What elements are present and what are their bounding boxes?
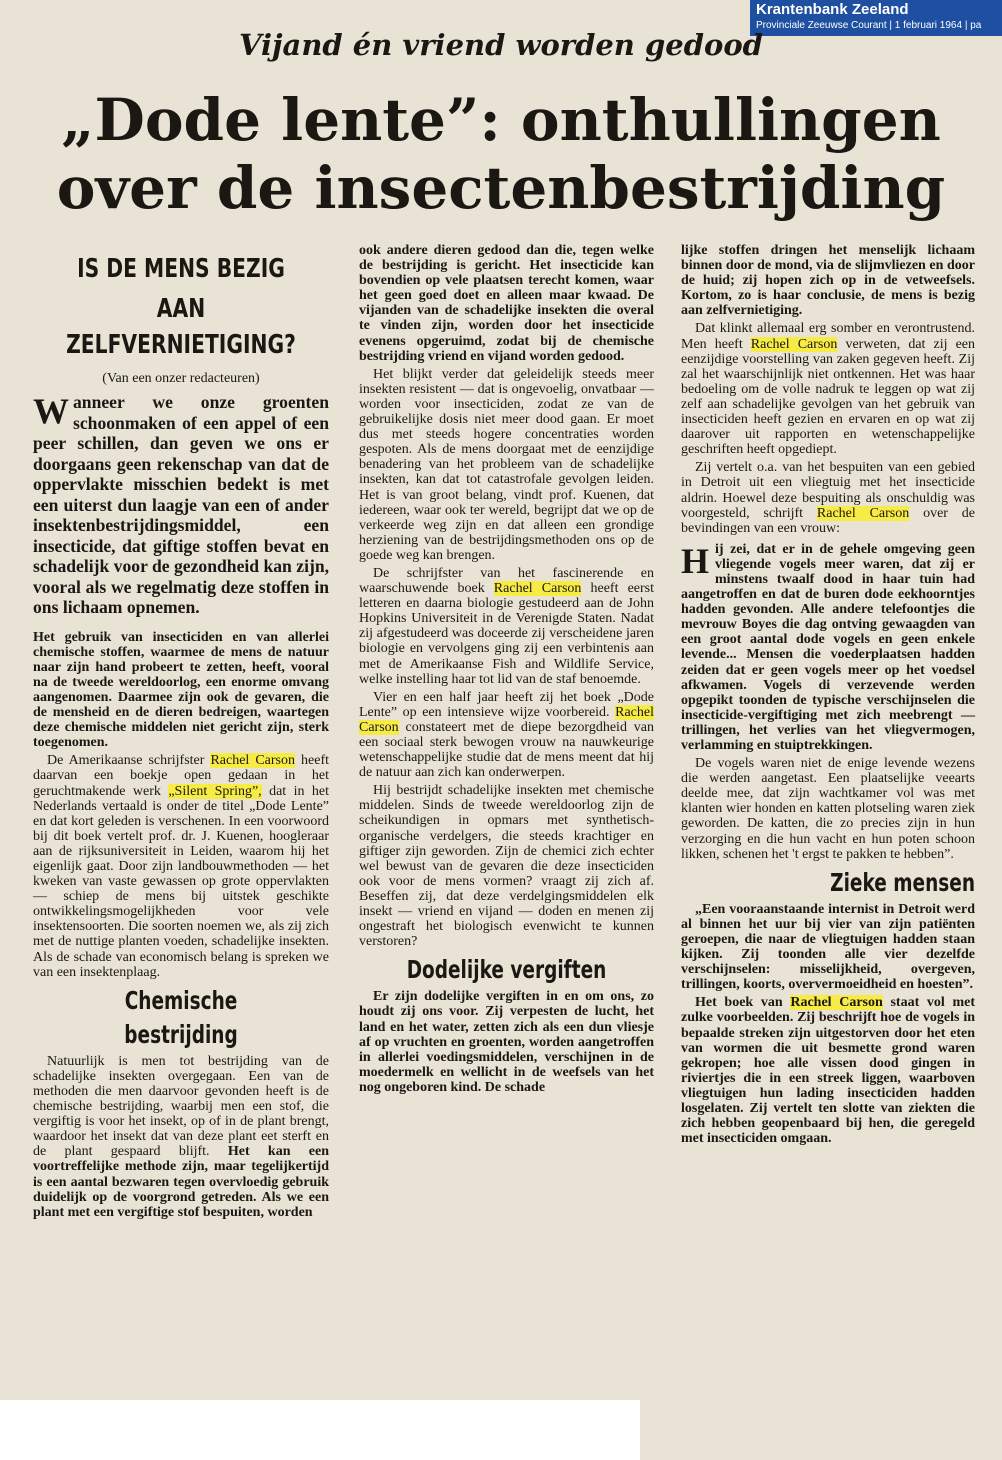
drop-cap: W <box>33 391 69 432</box>
text-run: constateert met de diepe bezorgdheid van een sociaal sterk bewogen vrouw na nauwkeurige wetenschappelijke studie dat de mens meent dat hij de natuur aan zich kan onderwerpen. <box>359 719 654 781</box>
text-run: Het boek van <box>695 995 791 1011</box>
highlighted-title: „Silent Spring”, <box>168 783 262 799</box>
deck-line-1: IS DE MENS BEZIG <box>77 254 285 284</box>
clipping-tail <box>640 1400 1002 1460</box>
chemists-paragraph: Hij bestrijdt schadelijke insekten met chemische middelen. Sinds de tweede wereldoorlog zijn de scheikundigen in opmars met synthetisch-organische verdelgers, die steeds krachtiger en giftiger zijn geworden. Zijn de chemici zich echter wel bewust van de gevaren die deze insecticiden ook voor de mens vormen? vraagt zij zich af. Beseffen zij, dat deze verdelgingsmiddelen elk insekt — vriend en vijand — doden en menen zij ongestraft het biologisch evenwicht te kunnen verstoren? <box>359 783 654 950</box>
text-run: Vier en een half jaar heeft zij het boek „Dode Lente” op een intensieve wijze voorbereid. <box>359 689 654 720</box>
poisons-paragraph: Er zijn dodelijke vergiften in en om ons, zo houdt zij ons voor. Zij verpesten de lucht, het land en het water, zetten zich als een dun vliesje af op vruchten en groenten, worden aangetroffen in allerlei voedingsmiddelen, verschijnen in de moedermelk en wellicht in de weefsels van het nog ongeboren kind. De schade <box>359 989 654 1095</box>
text-run: Zij vertelt o.a. van het bespuiten van een gebied in Detroit uit een vliegtuig met het insecticide aldrin. Hoewel deze bespuiting als onschuldig was voorgesteld, schrijft <box>681 460 975 521</box>
deck-line-2: AAN ZELFVERNIETIGING? <box>66 294 296 360</box>
article-kicker: Vijand én vriend worden gedood <box>239 28 763 62</box>
text-run: heeft eerst letteren en daarna biologie gestudeerd aan de John Hopkins Universiteit in de Verenigde Staten. Nadat zij afgestudeerd was doceerde zij verscheidene jaren biologie en vervolgens ging zij een verbintenis aan met de Amerikaanse Fish and Wildlife Service, welke instelling haar tot lid van de staf benoemde. <box>359 581 654 687</box>
author-paragraph <box>33 753 329 979</box>
text-run: De schrijfster van het fascinerende en waarschuwende boek <box>359 565 654 597</box>
highlighted-name: Rachel Carson <box>493 581 582 597</box>
chemical-paragraph <box>33 1054 329 1220</box>
intro-paragraph: Het gebruik van insecticiden en van allerlei chemische stoffen, waarmee de mens de natuur naar zijn hand probeert te zetten, heeft, vooral na de tweede wereldoorlog, een enorme omvang aangenomen. Daarmee zijn ook de gevaren, die de mensheid en de dieren bedreigen, waartegen deze chemische middelen niet gericht zijn, sterk toegenomen. <box>33 629 329 751</box>
biography-paragraph <box>359 566 654 687</box>
text-run: De Amerikaanse schrijfster <box>47 753 211 769</box>
column-1 <box>33 243 329 1223</box>
highlighted-name: Rachel Carson <box>210 753 296 769</box>
highlighted-name: Rachel Carson <box>750 336 838 352</box>
text-run: over de bevindingen van een vrouw: <box>681 505 975 536</box>
banner-source: Provinciale Zeeuwse Courant | 1 februari 1964 | pa <box>756 20 982 31</box>
quote-paragraph <box>681 542 975 753</box>
headline-line-2: over de insectenbestrijding <box>56 154 946 222</box>
text-run: heeft daarvan een boekje open gedaan in het geruchtmakende werk <box>33 753 330 799</box>
continuation-paragraph: lijke stoffen dringen het menselijk lichaam binnen door de mond, via de slijmvliezen en door de huid; zij hopen zich op in de vetweefsels. Kortom, zo is haar conclusie, de mens is bezig aan zelfvernietiging. <box>681 243 975 319</box>
column-2 <box>359 243 654 1098</box>
text-run: dat in het Nederlands vertaald is onder de titel „Dode Lente” en dat kort geleden is verschenen. In een voorwoord bij dit boek vertelt prof. dr. J. Kuenen, hoogleraar aan de rijksuniversiteit in Leiden, waarom hij het eigenlijk gaat. Door zijn landbouwmethoden — het kweken van vaste gewassen op grote oppervlakten — schiep de mens bij uitstek geschikte ontwikkelingsmogelijkheden voor vele insektensoorten. Die soorten noemen we, als zij zich met de nuttige planten voeden, schadelijke insekten. Als de schade van economisch belang is spreken we van een insektenplaag. <box>33 783 329 980</box>
banner-title: Krantenbank Zeeland <box>756 1 909 18</box>
text-run: Natuurlijk is men tot bestrijding van de schadelijke insekten overgegaan. Een van de methoden die men daarvoor gevonden heeft is de chemische bestrijding, waarbij men een stof, die vergiftig is voor het insekt, op of in de plant brengt, waardoor het insekt dat van deze plant eet sterft en de plant gespaard blijft. <box>33 1053 329 1160</box>
highlighted-name: Rachel Carson <box>790 995 883 1011</box>
lead-text: anneer we onze groenten schoonmaken of een appel of een peer schillen, dan geven we ons er doorgaans geen rekenschap van dat de oppervlakte misschien bedekt is met een uiterst dun laagje van een of ander insektenbestrijdingsmiddel, een insecticide, dat giftige stoffen bevat en schadelijk voor de gezondheid kan zijn, vooral als we regelmatig deze stoffen in ons lichaam opnemen. <box>33 392 329 618</box>
column-3 <box>681 243 975 1149</box>
subheading-chemische-bestrijding: Chemische bestrijding <box>124 985 238 1049</box>
drop-cap: H <box>681 540 710 581</box>
headline-line-1: „Dode lente”: onthullingen <box>61 86 941 154</box>
preparation-paragraph <box>359 690 654 781</box>
continuation-paragraph: ook andere dieren gedood dan die, tegen welke de bestrijding is gericht. Het insecticide kan bovendien op vele plaatsen terecht komen, waar het geen goed doet en alleen maar kwaad. De vijanden van de schadelijke insekten die overal te vinden zijn, worden door het insecticide evenens opgeruimd, zodat bij de chemische bestrijding vriend en vijand worden gedood. <box>359 243 654 364</box>
criticism-paragraph <box>681 321 975 457</box>
byline: (Van een onzer redacteuren) <box>102 371 260 386</box>
subheading-zieke-mensen: Zieke mensen <box>830 867 975 897</box>
birds-paragraph: De vogels waren niet de enige levende wezens die werden aangetast. Een plaatselijke veearts deelde mee, dat zijn wachtkamer vol was met klanten wier honden en katten plotseling waren ziek geworden. De katten, die zo precies zijn in hun verzorging en die hun vacht en hun poten schoon likken, schenen het 't ergst te pakken te hebben”. <box>681 756 975 862</box>
highlighted-name: Rachel Carson <box>816 505 910 521</box>
subheading-dodelijke-vergiften: Dodelijke vergiften <box>406 955 607 985</box>
highlighted-name: Rachel Carson <box>359 704 654 735</box>
text-run-bold: Het kan een voortreffelijke methode zijn, maar tegelijkertijd is een aantal bezwaren tegen overvloedig gebruik duidelijk op de voorgrond getreden. Als we een plant met een vergiftige stof bespuiten, worden <box>33 1144 329 1220</box>
text-run: Dat klinkt allemaal erg somber en verontrustend. Men heeft <box>681 321 975 352</box>
closing-paragraph <box>681 995 975 1146</box>
detroit-paragraph <box>681 460 975 535</box>
text-run: verweten, dat zij een eenzijdige voorstelling van zaken gegeven heeft. Zij zal het waarschijnlijk niet ontkennen. Het was haar bedoeling om de volle nadruk te leggen op wat zij zelf aan schadelijke gevolgen van het gebruik van insecticiden heeft gezien en ervaren en op wat zij daarover uit rapporten en wetenschappelijke geschriften heeft opgediept. <box>681 336 975 458</box>
lead-paragraph <box>33 392 329 618</box>
quote-text: ij zei, dat er in de gehele omgeving geen vliegende vogels meer waren, dat zij er minstens twaalf dood in haar tuin had aangetroffen en dat de buren dode eekhoorntjes hadden gevonden. Alle andere telefoontjes die mevrouw Boyes die dag ontving gewaagden van een groot aantal dode vogels en geen enkele levende... Mensen die voederplaatsen hadden zeiden dat er geen vogels meer op het voedsel afkwamen. Vogels di verzevende werden opgepikt toonden de typische verschijnselen die insecticide-vergiftiging met zich meebrengt — trillingen, het verlies van het vliegvermogen, verlamming en stuiptrekkingen. <box>681 541 975 753</box>
resistance-paragraph: Het blijkt verder dat geleidelijk steeds meer insekten resistent — dat is ongevoelig, onvatbaar — worden voor insecticiden, zodat ze van de gebruikelijke dosis niet meer dood gaan. Er moet dus met steeds hogere concentraties worden gespoten. Als de mens doorgaat met de eenzijdige benadering van het probleem van de schadelijke insekten, kan dat tot catastrofale gevolgen leiden. Het is van groot belang, vindt prof. Kuenen, dat iedereen, waar ook ter wereld, begrijpt dat we op de verkeerde weg zijn en dat alleen een grondige herziening van de bestrijdingsmethoden ons op de goede weg kan brengen. <box>359 366 654 563</box>
internist-paragraph: „Een vooraanstaande internist in Detroit werd al binnen het uur bij vier van zijn patiënten geroepen, die naar de vliegtuigen hadden staan kijken. Zij toonden alle vier dezelfde verschijnselen: misselijkheid, overgeven, trillingen, koorts, oververmoeidheid en hoesten”. <box>681 901 975 993</box>
text-run: staat vol met zulke voorbeelden. Zij beschrijft hoe de vogels in bepaalde streken zijn uitgestorven door het eten van wormen die uit besmette grond waren gekropen; hoe alle vissen dood gingen in riviertjes die in een streek liggen, waarboven vliegtuigen hun lading insecticiden hadden losgelaten. Zij vertelt ten slotte van ziekten die zich hebben geopenbaard bij hen, die geregeld met insecticiden omgaan. <box>681 995 975 1147</box>
